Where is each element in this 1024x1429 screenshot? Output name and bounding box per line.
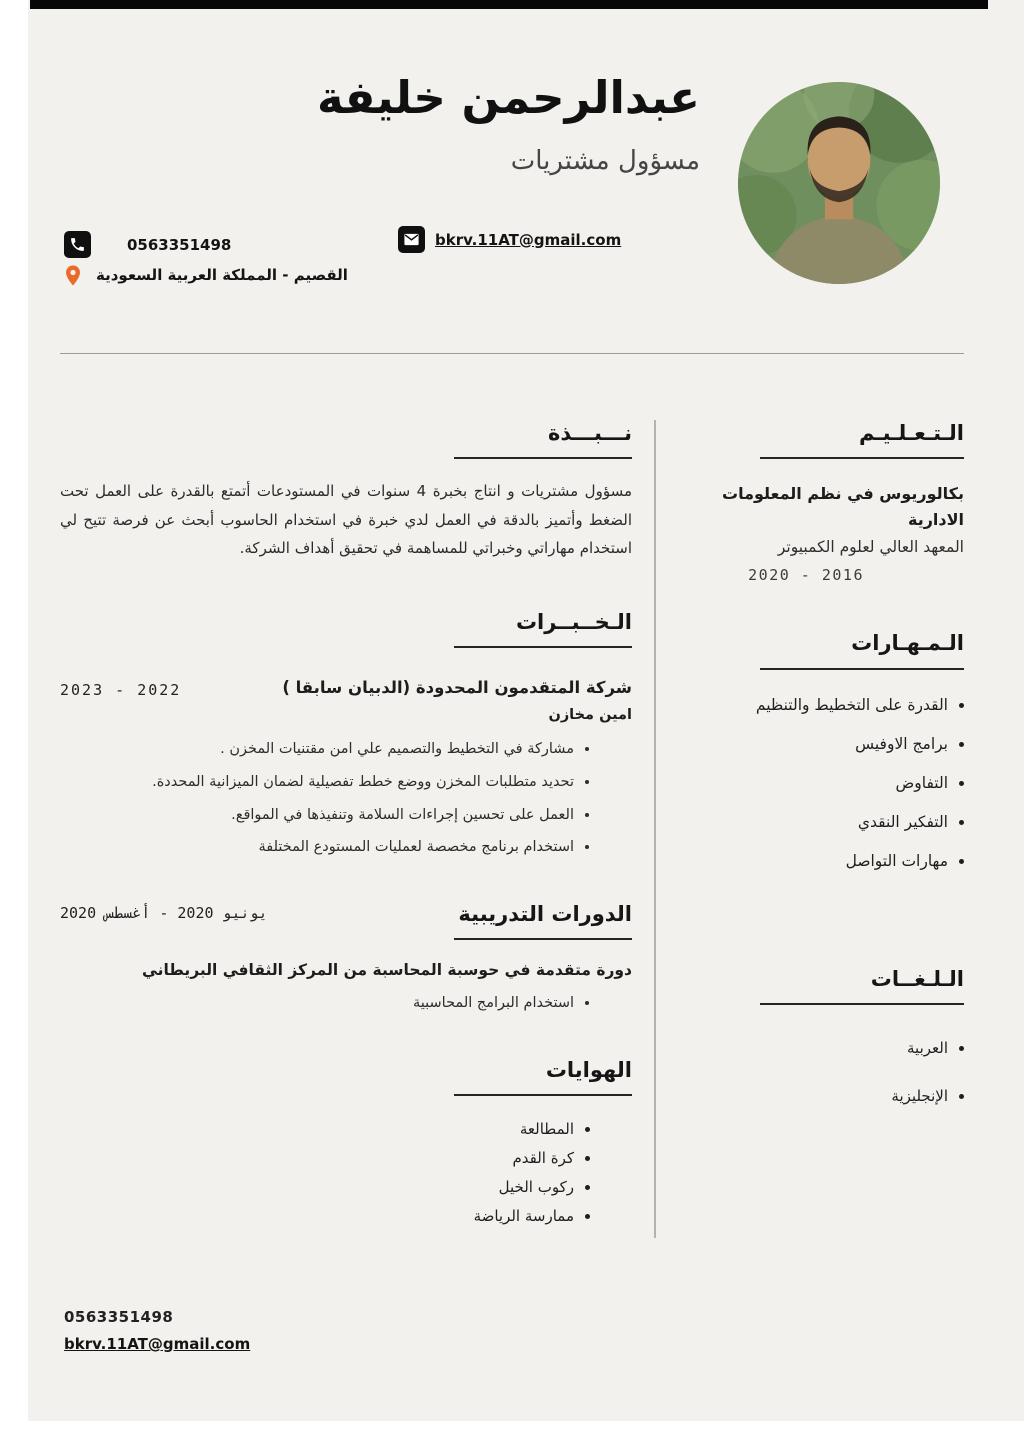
hobbies-heading: الهوايات [454, 1057, 632, 1096]
education-school: المعهد العالي لعلوم الكمبيوتر [777, 538, 964, 557]
skills-list [678, 696, 964, 870]
top-accent-bar [30, 0, 988, 9]
experience-bullet: • مشاركة في التخطيط والتصميم علي امن مقتنيات المخزن . [60, 739, 574, 761]
education-dates: 2016 - 2020 [748, 566, 864, 585]
course-title: دورة متقدمة في حوسبة المحاسبة من المركز الثقافي البريطاني [141, 961, 632, 980]
about-text: مسؤول مشتريات و انتاج بخبرة 4 سنوات في المستودعات أتمتع بالقدرة على العمل تحت الضغط وأتميز بالدقة في العمل لدي خبرة في استخدام الحاسوب أبحث عن فرصة تتيح لي استخدام مهاراتي وخبراتي للمساهمة في تحقيق أهداف الشركة. [60, 482, 632, 558]
location-row [60, 261, 348, 289]
language-item: • العربية [678, 1039, 948, 1057]
courses-dates: يونيو 2020 - أغسطس 2020 [60, 904, 268, 923]
course-bullet-list [60, 995, 632, 1011]
about-section [60, 420, 632, 563]
courses-heading: الدورات التدريبية [454, 901, 632, 940]
main-column [60, 420, 632, 1238]
profile-photo-image [738, 82, 940, 284]
column-divider [654, 420, 656, 1238]
experience-heading: الـخــبــرات [454, 609, 632, 648]
languages-section [678, 966, 964, 1105]
skill-item: • التفاوض [678, 774, 948, 792]
experience-bullet: • تحديد متطلبات المخزن ووضع خطط تفصيلية لضمان الميزانية المحددة. [60, 772, 574, 794]
profile-photo [738, 82, 940, 284]
candidate-name: عبدالرحمن خليفة [316, 71, 700, 124]
experience-section [60, 609, 632, 859]
job-title: مسؤول مشتريات [510, 146, 700, 176]
phone-row [64, 231, 231, 258]
email-icon [398, 226, 425, 253]
skills-section [678, 630, 964, 869]
sidebar-column [678, 420, 964, 1238]
email-row [398, 226, 621, 253]
experience-company: شركة المتقدمون المحدودة (الدبيان سابقا ) [282, 678, 632, 698]
experience-bullet: • العمل على تحسين إجراءات السلامة وتنفيذها في المواقع. [60, 805, 574, 827]
experience-dates: 2022 - 2023 [60, 681, 182, 700]
phone-text: 0563351498 [127, 235, 232, 254]
language-item: • الإنجليزية [678, 1087, 948, 1105]
location-text: القصيم - المملكة العربية السعودية [96, 266, 348, 284]
courses-header-row [60, 901, 632, 940]
hobby-item: • المطالعة [60, 1120, 574, 1138]
hobbies-list [60, 1120, 632, 1225]
languages-heading: الـلـغــات [760, 966, 964, 1005]
location-pin-icon [60, 261, 86, 289]
education-section [678, 420, 964, 584]
skills-heading: الـمـهـارات [760, 630, 964, 669]
experience-bullet: • استخدام برنامج مخصصة لعمليات المستودع المختلفة [60, 837, 574, 859]
hobby-item: • ممارسة الرياضة [60, 1207, 574, 1225]
hobby-item: • كرة القدم [60, 1149, 574, 1167]
experience-header-row [60, 678, 632, 699]
phone-icon [64, 231, 91, 258]
experience-bullet-list [60, 739, 632, 859]
footer-email[interactable]: bkrv.11AT@gmail.com [64, 1335, 251, 1353]
education-degree: بكالوريوس في نظم المعلومات الادارية [721, 484, 964, 529]
skill-item: • مهارات التواصل [678, 852, 948, 870]
email-text[interactable]: bkrv.11AT@gmail.com [435, 230, 622, 249]
footer-phone: 0563351498 [64, 1308, 174, 1326]
education-heading: الـتـعـلـيـم [760, 420, 964, 459]
hobby-item: • ركوب الخيل [60, 1178, 574, 1196]
course-bullet: • استخدام البرامج المحاسبية [60, 995, 574, 1011]
hobbies-section [60, 1057, 632, 1225]
skill-item: • التفكير النقدي [678, 813, 948, 831]
footer [64, 1308, 250, 1353]
courses-section [60, 901, 632, 1011]
header-divider [60, 353, 964, 354]
skill-item: • القدرة على التخطيط والتنظيم [678, 696, 948, 714]
about-heading: نـــبـــذة [454, 420, 632, 459]
skill-item: • برامج الاوفيس [678, 735, 948, 753]
experience-role: امين مخازن [548, 707, 632, 724]
content-columns [60, 420, 964, 1238]
languages-list [678, 1039, 964, 1105]
